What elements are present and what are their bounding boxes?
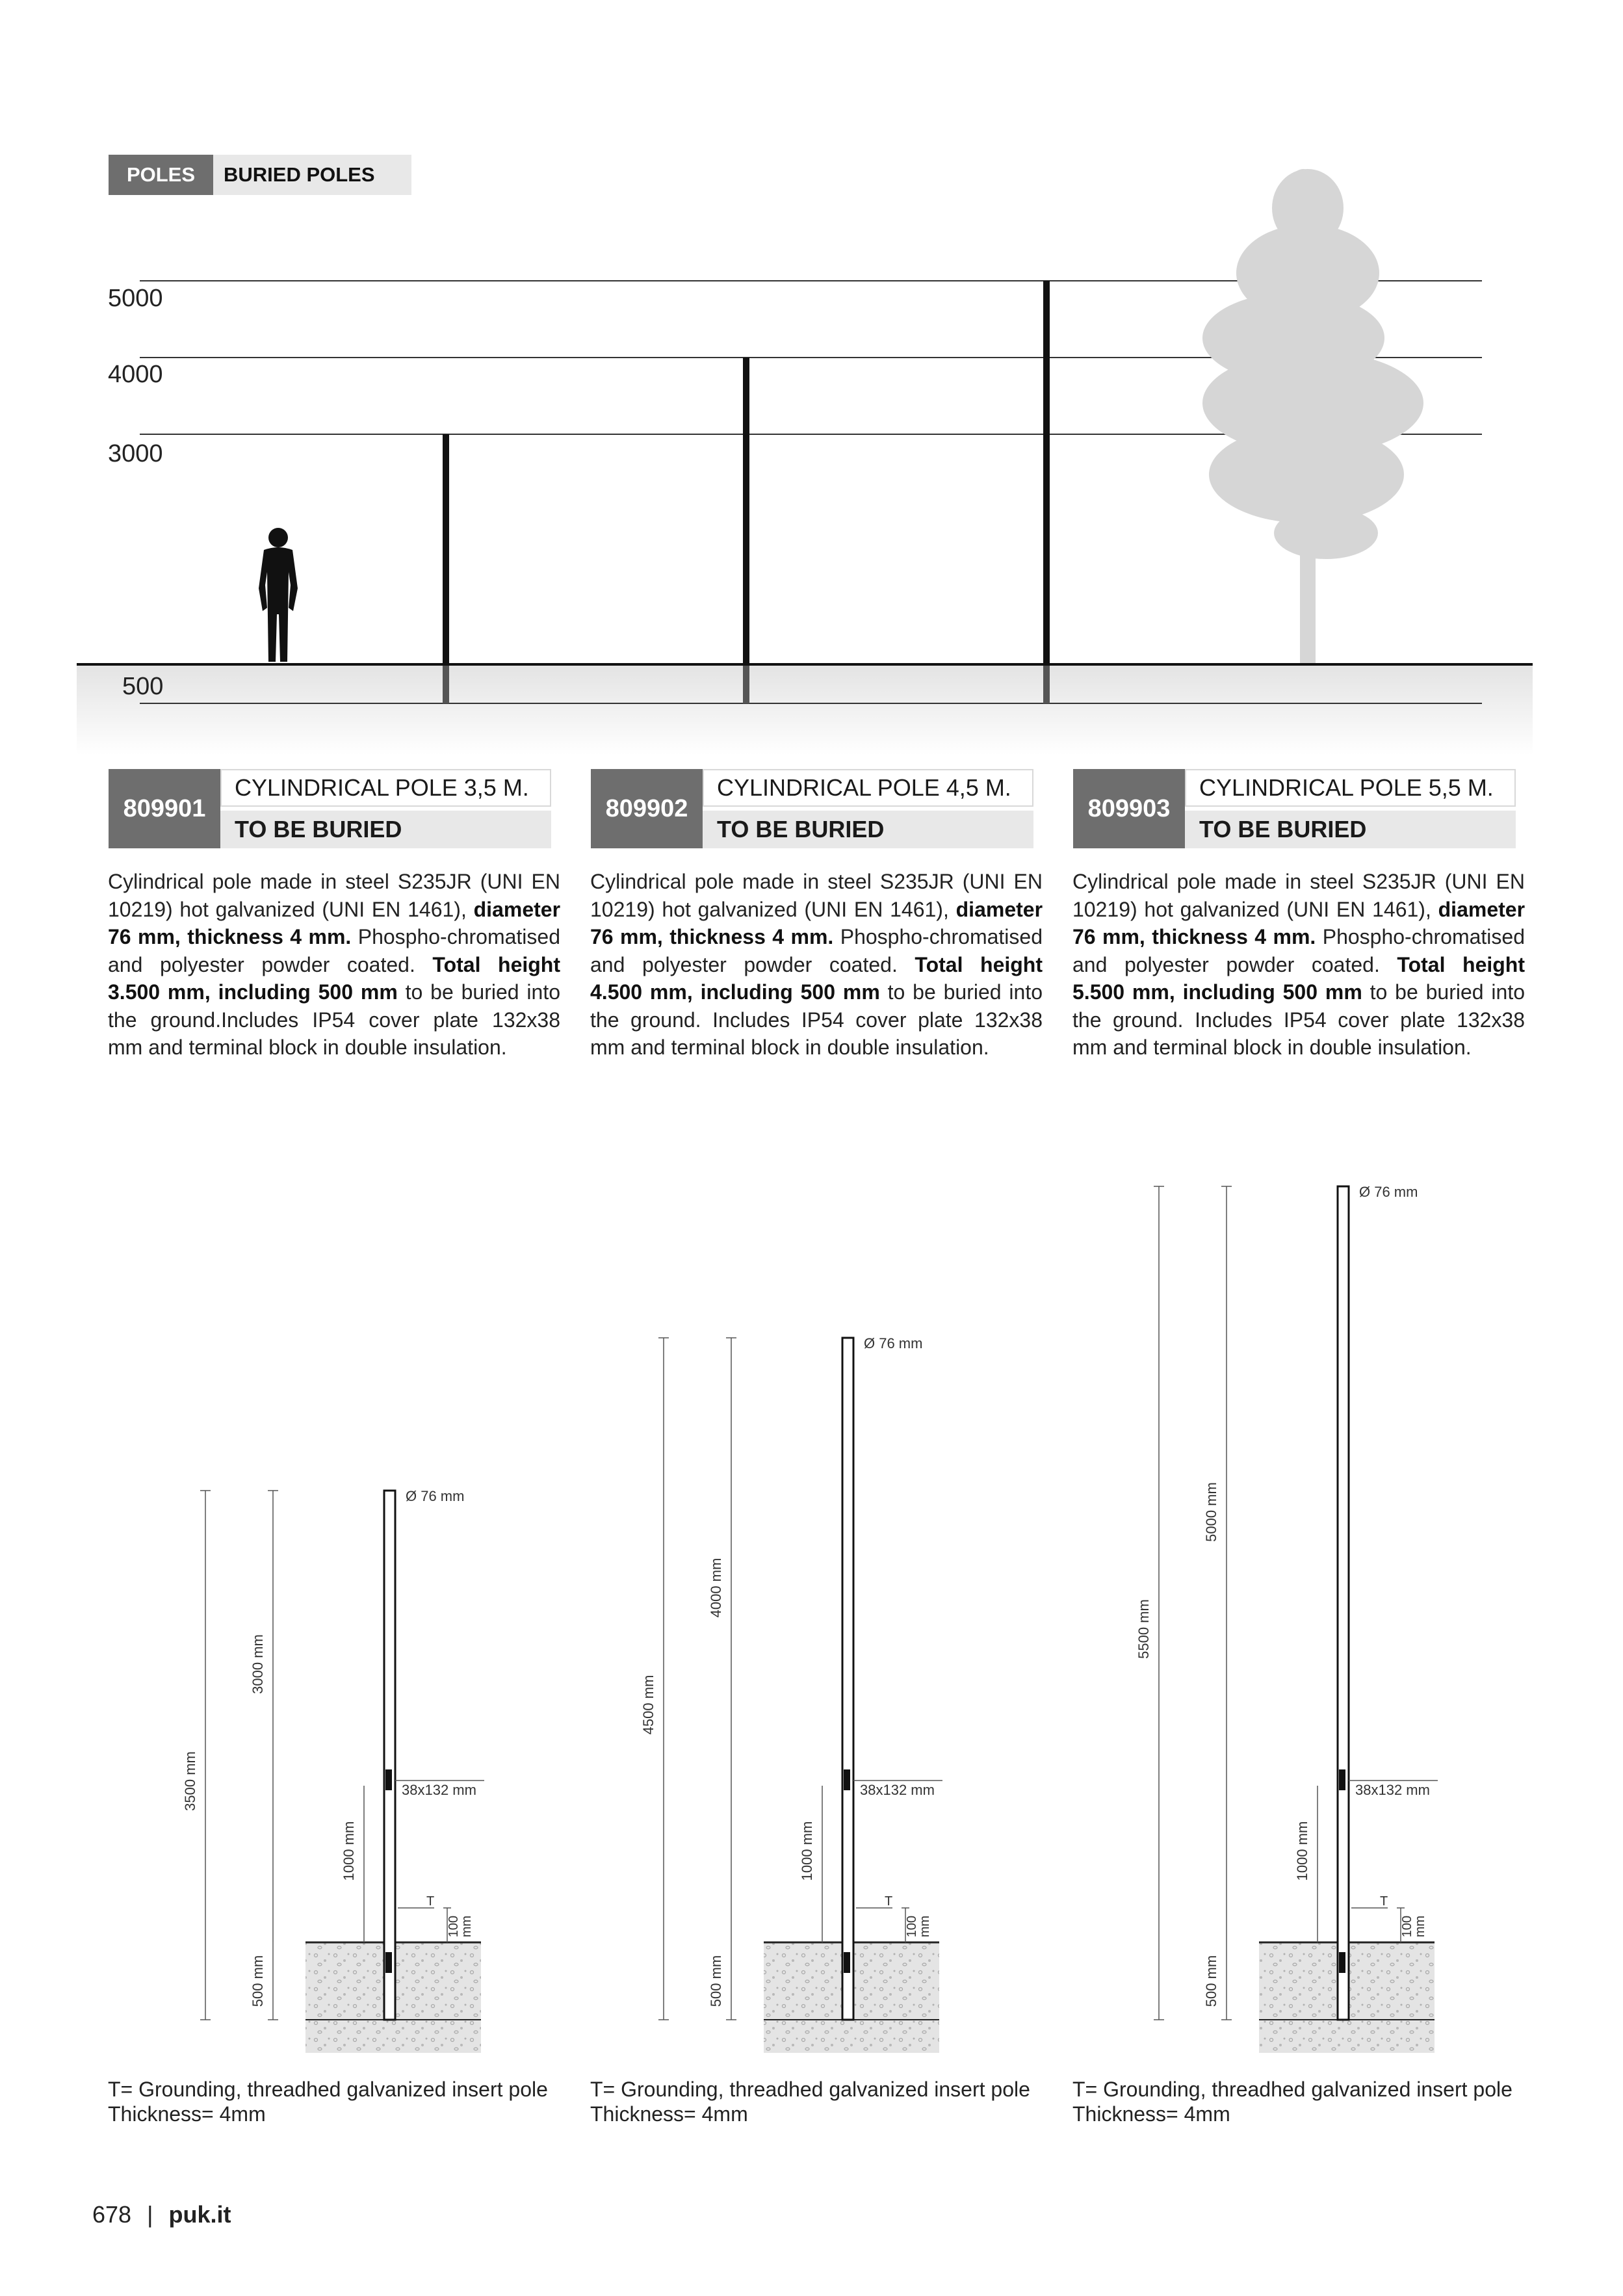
dim-total-label: 5500 mm xyxy=(1136,1599,1152,1659)
desc-text: to be buried into the ground. Includes IP54 cover plate 132x38 mm and terminal block in double insulation. xyxy=(590,980,1043,1059)
pole-3500 xyxy=(443,434,449,664)
product-code: 809901 xyxy=(109,769,220,848)
desc-text: to be buried into the ground.Includes IP54 cover plate 132x38 mm and terminal block in double insulation. xyxy=(108,980,561,1059)
dim-total-label: 4500 mm xyxy=(640,1675,656,1735)
tree-silhouette xyxy=(1202,169,1423,664)
pole-5500 xyxy=(1043,281,1050,664)
grounding-note-809901: T= Grounding, threadhed galvanized insert pole Thickness= 4mm xyxy=(108,2078,548,2126)
diameter-label: Ø 76 mm xyxy=(864,1335,923,1351)
dim-gap-value: 100 xyxy=(1400,1915,1414,1938)
dim-plate-height-label: 1000 mm xyxy=(1294,1821,1310,1881)
cover-plate xyxy=(844,1769,850,1790)
product-subtitle: TO BE BURIED xyxy=(703,811,1033,848)
product-title: CYLINDRICAL POLE 5,5 M. xyxy=(1185,769,1516,807)
dim-buried-label: 500 mm xyxy=(250,1955,266,2007)
dim-gap-unit: mm xyxy=(918,1915,932,1938)
product-description-809901 xyxy=(108,868,560,1062)
subsection-tag: BURIED POLES xyxy=(213,155,411,195)
footer-separator: | xyxy=(147,2201,153,2228)
desc-bold: Total height 3.500 mm, including 500 mm xyxy=(108,952,561,1004)
desc-text: Cylindrical pole made in steel S235JR (UNI EN 10219) hot galvanized (UNI EN 1461), xyxy=(108,870,560,921)
pole-4500-buried xyxy=(743,664,749,703)
diameter-label: Ø 76 mm xyxy=(406,1488,465,1504)
product-title: CYLINDRICAL POLE 3,5 M. xyxy=(220,769,551,807)
diameter-label: Ø 76 mm xyxy=(1359,1184,1418,1200)
dim-total-label: 3500 mm xyxy=(182,1751,198,1811)
desc-bold: Total height 5.500 mm, including 500 mm xyxy=(1072,952,1526,1004)
product-description-809903 xyxy=(1072,868,1525,1062)
plate-label: 38x132 mm xyxy=(1355,1782,1430,1798)
dim-gap-unit: mm xyxy=(1413,1915,1427,1938)
dim-gap-unit: mm xyxy=(460,1915,474,1938)
height-label-3000: 3000 xyxy=(108,440,163,467)
dim-above-label: 5000 mm xyxy=(1203,1482,1219,1542)
plate-label: 38x132 mm xyxy=(860,1782,935,1798)
plate-label: 38x132 mm xyxy=(402,1782,476,1798)
height-label-500: 500 xyxy=(122,673,164,700)
desc-text: Cylindrical pole made in steel S235JR (UNI EN 10219) hot galvanized (UNI EN 1461), xyxy=(1072,870,1525,921)
product-card-809901 xyxy=(109,769,551,848)
desc-text: Phospho-chromatised and polyester powder coated. xyxy=(108,925,560,976)
t-label: T xyxy=(1380,1894,1388,1909)
height-label-4000: 4000 xyxy=(108,361,163,388)
product-card-809902 xyxy=(591,769,1033,848)
product-subtitle: TO BE BURIED xyxy=(1185,811,1516,848)
technical-drawings xyxy=(0,1157,1623,2067)
pole-4500 xyxy=(743,358,749,664)
terminal-block xyxy=(844,1952,850,1973)
product-card-809903 xyxy=(1073,769,1516,848)
website: puk.it xyxy=(168,2201,231,2228)
desc-text: to be buried into the ground. Includes IP54 cover plate 132x38 mm and terminal block in double insulation. xyxy=(1072,980,1526,1059)
dim-above-label: 3000 mm xyxy=(250,1634,266,1694)
pole-drawing xyxy=(842,1338,853,2020)
pole-drawing xyxy=(384,1491,395,2020)
cover-plate xyxy=(1339,1769,1345,1790)
section-tag: POLES xyxy=(109,155,213,195)
dim-gap-value: 100 xyxy=(905,1915,919,1938)
grounding-note-809903: T= Grounding, threadhed galvanized insert pole Thickness= 4mm xyxy=(1072,2078,1513,2126)
pole-drawing xyxy=(1338,1186,1349,2020)
pole-3500-buried xyxy=(443,664,449,703)
page-footer xyxy=(92,2201,231,2228)
dim-above-label: 4000 mm xyxy=(708,1558,724,1618)
t-label: T xyxy=(885,1894,893,1909)
product-description-809902 xyxy=(590,868,1043,1062)
dim-plate-height-label: 1000 mm xyxy=(341,1821,357,1881)
product-code: 809902 xyxy=(591,769,703,848)
desc-text: Cylindrical pole made in steel S235JR (UNI EN 10219) hot galvanized (UNI EN 1461), xyxy=(590,870,1043,921)
grounding-note-809902: T= Grounding, threadhed galvanized insert pole Thickness= 4mm xyxy=(590,2078,1030,2126)
product-subtitle: TO BE BURIED xyxy=(220,811,551,848)
dim-plate-height-label: 1000 mm xyxy=(799,1821,815,1881)
terminal-block xyxy=(385,1952,392,1973)
desc-bold: diameter 76 mm, thickness 4 mm. xyxy=(108,897,561,948)
product-title: CYLINDRICAL POLE 4,5 M. xyxy=(703,769,1033,807)
desc-bold: diameter 76 mm, thickness 4 mm. xyxy=(590,897,1043,948)
person-silhouette xyxy=(259,528,298,662)
dim-buried-label: 500 mm xyxy=(708,1955,724,2007)
dim-buried-label: 500 mm xyxy=(1203,1955,1219,2007)
product-code: 809903 xyxy=(1073,769,1185,848)
page-number: 678 xyxy=(92,2201,132,2228)
pole-5500-buried xyxy=(1043,664,1050,703)
height-label-5000: 5000 xyxy=(108,285,163,312)
desc-text: Phospho-chromatised and polyester powder coated. xyxy=(1072,925,1525,976)
terminal-block xyxy=(1339,1952,1345,1973)
ground-band xyxy=(77,664,1533,755)
height-comparison-illustration xyxy=(0,0,1623,780)
cover-plate xyxy=(385,1769,392,1790)
desc-text: Phospho-chromatised and polyester powder coated. xyxy=(590,925,1043,976)
t-label: T xyxy=(426,1894,435,1909)
desc-bold: diameter 76 mm, thickness 4 mm. xyxy=(1072,897,1526,948)
desc-bold: Total height 4.500 mm, including 500 mm xyxy=(590,952,1043,1004)
dim-gap-value: 100 xyxy=(447,1915,461,1938)
